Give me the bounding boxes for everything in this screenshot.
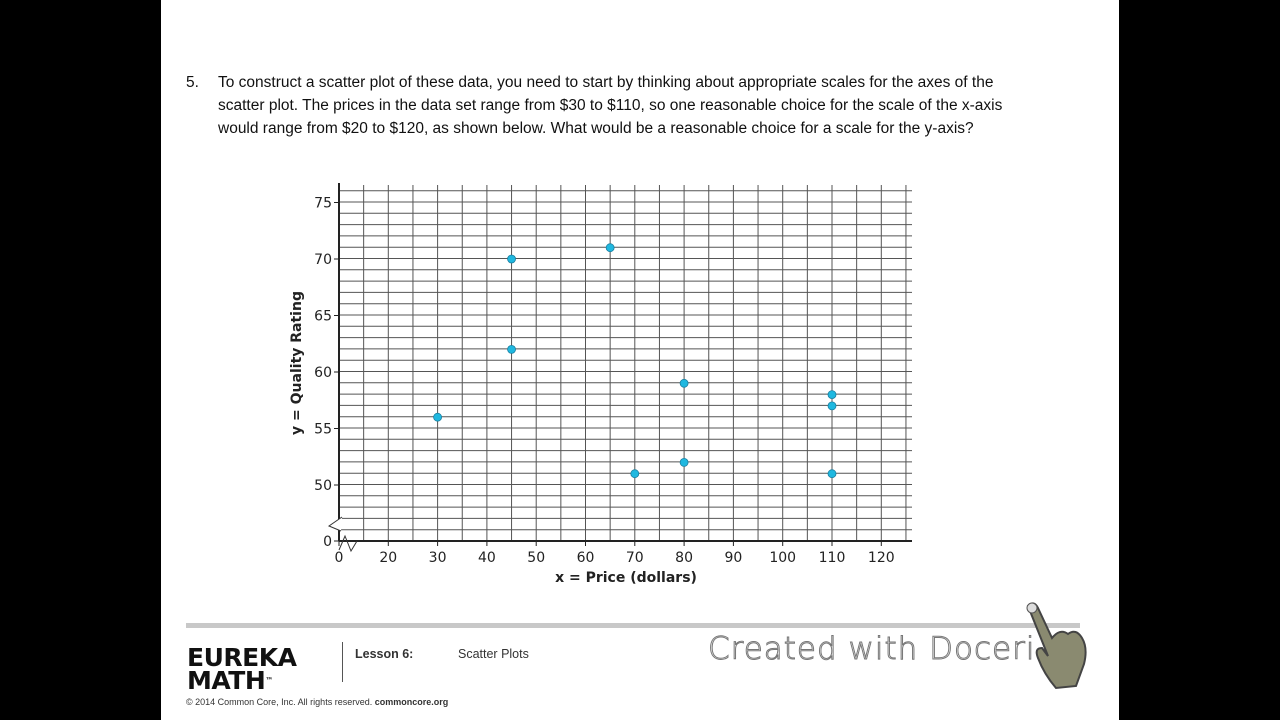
x-tick-label: 120 [867, 550, 895, 566]
x-tick-label: 90 [724, 550, 743, 566]
y-axis-label: y = Quality Rating [289, 291, 305, 435]
y-axis-break-icon [329, 517, 342, 531]
x-tick-label: 20 [379, 550, 398, 566]
copyright-text: © 2014 Common Core, Inc. All rights reserved. [186, 697, 373, 707]
y-tick-label: 75 [314, 195, 332, 212]
y-tick-label: 60 [314, 365, 332, 381]
y-tick-label: 55 [314, 421, 332, 438]
logo-tm: ™ [265, 676, 273, 685]
footer-separator [342, 642, 343, 682]
x-tick-label: 50 [527, 550, 546, 566]
x-axis-label: x = Price (dollars) [555, 570, 697, 586]
data-point [508, 345, 516, 353]
grid [339, 185, 912, 541]
problem-number: 5. [186, 74, 199, 91]
y-tick-label: 0 [323, 534, 332, 550]
data-point [680, 458, 688, 466]
problem-text-line-1: To construct a scatter plot of these data, you need to start by thinking about appropriate scales for the axes of the [218, 74, 994, 91]
x-tick-label: 40 [477, 550, 496, 566]
x-tick-label: 60 [576, 550, 595, 566]
data-point [508, 255, 516, 263]
x-tick-label: 0 [334, 550, 344, 566]
data-point [680, 379, 688, 387]
doceri-watermark: Created with Doceri [708, 631, 1036, 667]
data-point [828, 391, 836, 399]
x-axis-break-icon [339, 536, 357, 551]
eureka-math-logo [187, 643, 297, 695]
x-tick-label: 100 [769, 550, 797, 566]
pointing-hand-icon [1020, 598, 1090, 693]
data-point [828, 470, 836, 478]
problem-text-line-2: scatter plot. The prices in the data set range from $30 to $110, so one reasonable choice for the scale of the x-axis [218, 97, 1003, 114]
data-point [828, 402, 836, 410]
y-tick-label: 70 [314, 252, 332, 268]
problem-text-line-3: would range from $20 to $120, as shown below. What would be a reasonable choice for a scale for the y-axis? [218, 120, 974, 137]
data-point [631, 470, 639, 478]
x-tick-label: 30 [428, 550, 447, 566]
lesson-title: Scatter Plots [458, 647, 529, 661]
x-tick-label: 70 [625, 550, 644, 566]
logo-line-1: EUREKA [187, 643, 297, 672]
copyright-link[interactable]: commoncore.org [374, 697, 449, 707]
footer-divider [186, 623, 1080, 628]
logo-line-2: MATH [187, 666, 266, 695]
x-tick-label: 110 [818, 550, 846, 566]
y-tick-label: 65 [314, 308, 332, 325]
copyright [186, 697, 448, 707]
data-point [434, 413, 442, 421]
y-tick-label: 50 [314, 478, 332, 494]
lesson-label: Lesson 6: [355, 647, 414, 661]
x-tick-label: 80 [675, 550, 694, 566]
data-point [606, 244, 614, 252]
